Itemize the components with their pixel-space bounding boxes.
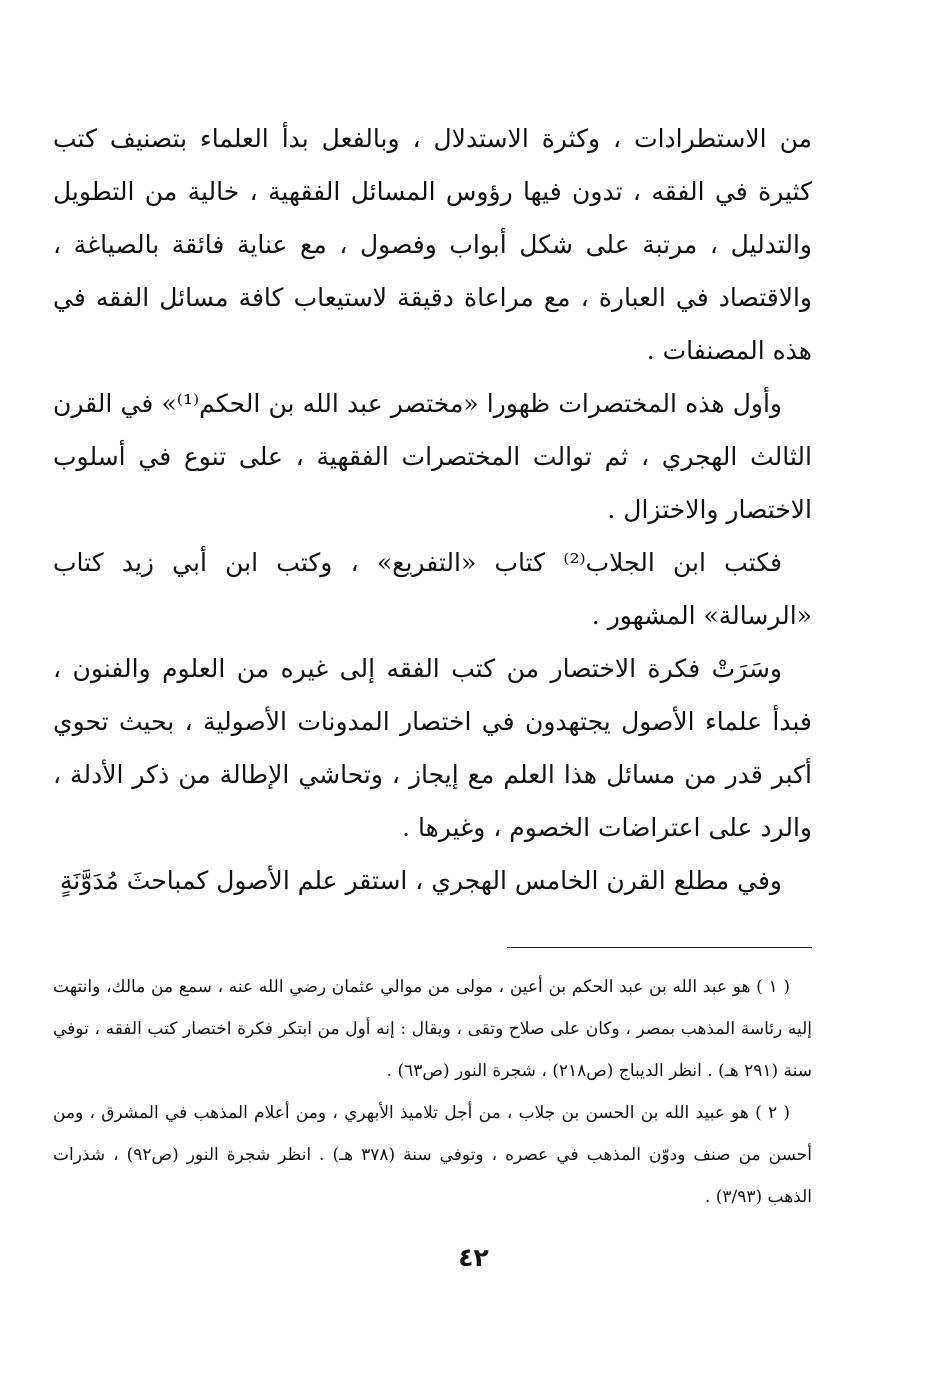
footnote-separator bbox=[507, 947, 812, 948]
page-number: ٤٢ bbox=[458, 1243, 489, 1272]
main-text bbox=[53, 112, 812, 907]
paragraph-3: فكتب ابن الجلاب⁽²⁾ كتاب «التفريع» ، وكتب ابن أبي زيد كتاب «الرسالة» المشهور . bbox=[53, 548, 812, 630]
footnotes bbox=[53, 966, 812, 1218]
paragraph-2: وأول هذه المختصرات ظهورا «مختصر عبد الله بن الحكم⁽¹⁾» في القرن الثالث الهجري ، ثم توالت المختصرات الفقهية ، على تنوع في أسلوب الاختصار والاختزال . bbox=[53, 389, 812, 524]
paragraph-1: من الاستطرادات ، وكثرة الاستدلال ، وبالفعل بدأ العلماء بتصنيف كتب كثيرة في الفقه ، تدون فيها رؤوس المسائل الفقهية ، خالية من التطويل والتدليل ، مرتبة على شكل أبواب وفصول ، مع عناية فائقة بالصياغة ، والاقتصاد في العبارة ، مع مراعاة دقيقة لاستيعاب كافة مسائل الفقه في هذه المصنفات . bbox=[53, 124, 812, 365]
footnote-2: ( ٢ ) هو عبيد الله بن الحسن بن جلاب ، من أجل تلاميذ الأبهري ، ومن أعلام المذهب في المشرق ، ومن أحسن من صنف ودوّن المذهب في عصره ، وتوفي سنة (٣٧٨ هـ) . انظر شجرة النور (ص٩٢) ، شذرات الذهب (٣/٩٣) . bbox=[53, 1103, 813, 1207]
footnote-1: ( ١ ) هو عبد الله بن عبد الحكم بن أعين ، مولى من موالي عثمان رضي الله عنه ، سمع من مالك، وانتهت إليه رئاسة المذهب بمصر ، وكان على صلاح وتقى ، ويقال : إنه أول من ابتكر فكرة اختصار كتب الفقه ، توفي سنة (٢٩١ هـ) . انظر الديباج (ص٢١٨) ، شجرة النور (ص٦٣) . bbox=[53, 977, 812, 1081]
paragraph-5: وفي مطلع القرن الخامس الهجري ، استقر علم الأصول كمباحثَ مُدَوَّنَةٍ bbox=[59, 866, 782, 895]
paragraph-4: وسَرَتْ فكرة الاختصار من كتب الفقه إلى غيره من العلوم والفنون ، فبدأ علماء الأصول يجتهدون في اختصار المدونات الأصولية ، بحيث تحوي أكبر قدر من مسائل هذا العلم مع إيجاز ، وتحاشي الإطالة من ذكر الأدلة ، والرد على اعتراضات الخصوم ، وغيرها . bbox=[53, 654, 812, 842]
